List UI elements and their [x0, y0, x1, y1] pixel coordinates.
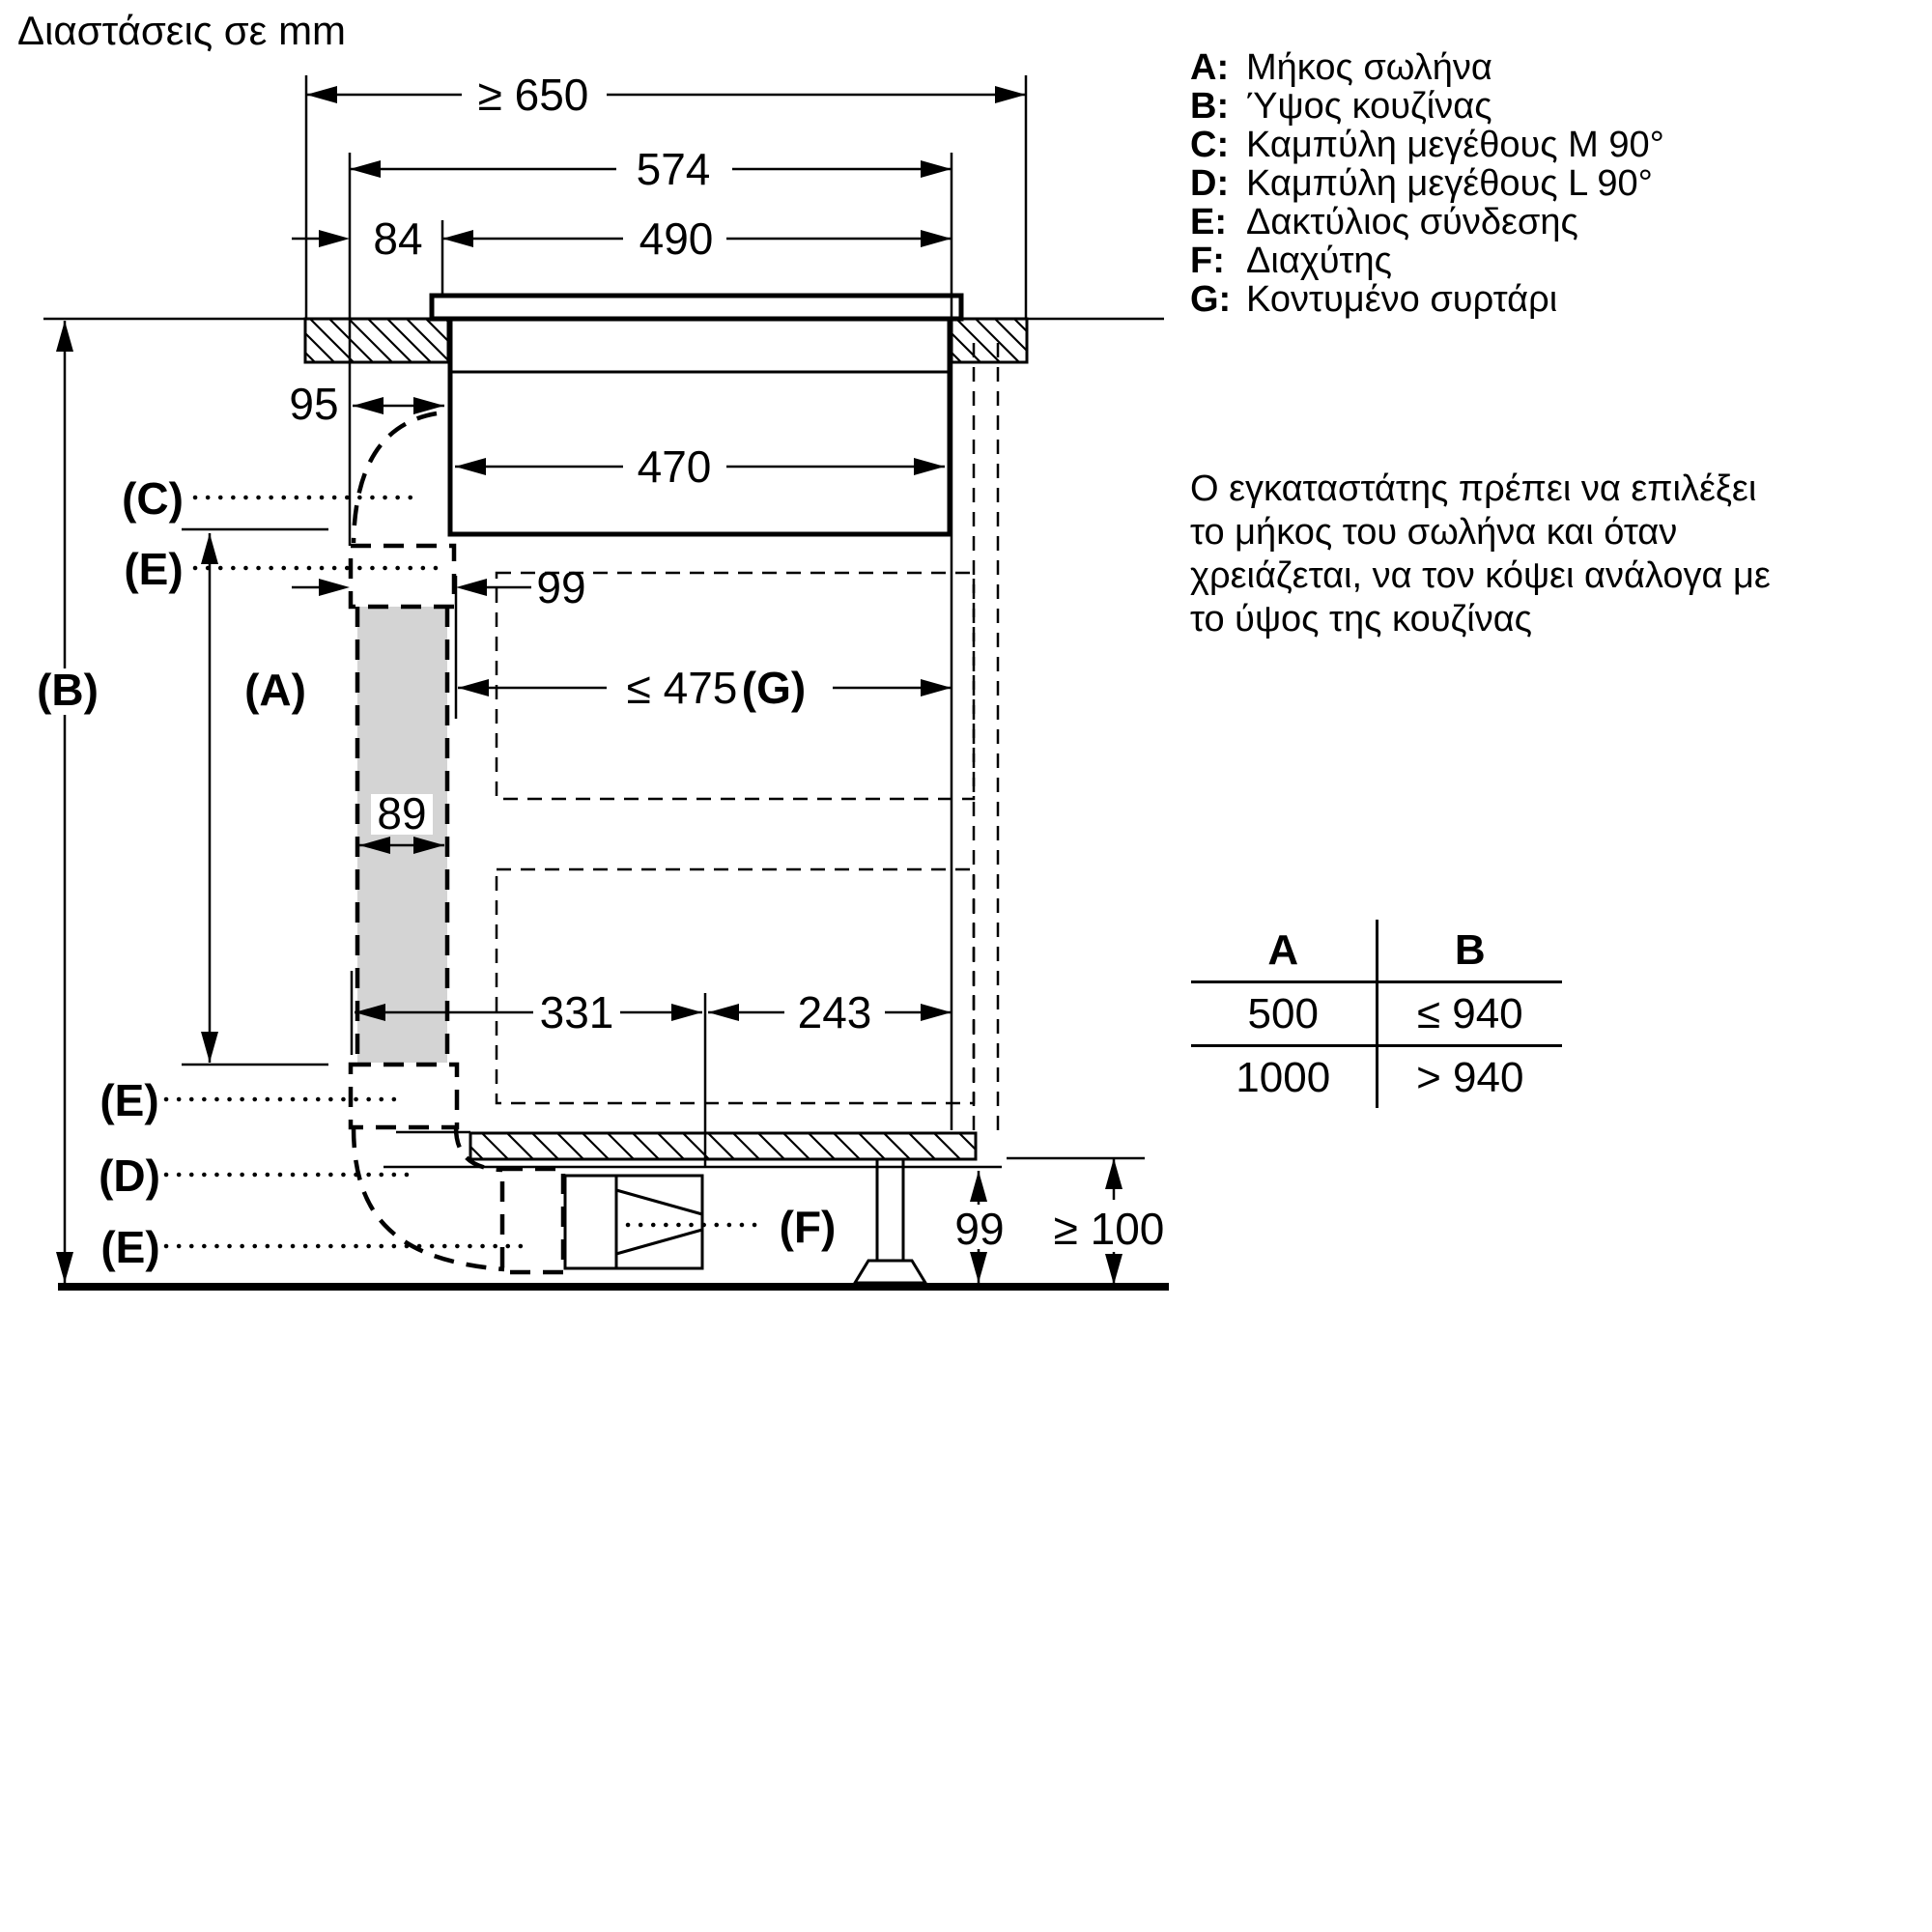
note-line: Ο εγκαταστάτης πρέπει να επιλέξει: [1190, 469, 1757, 509]
legend-key: G:: [1190, 279, 1232, 320]
bend-c-outline: [354, 413, 437, 543]
table-header-b: B: [1454, 926, 1486, 974]
dim-99-top-value: 99: [536, 562, 586, 612]
dim-475: [458, 663, 952, 713]
dim-99-bottom: [954, 1171, 1004, 1283]
hatch-line: [956, 319, 1000, 362]
arrow-right-icon: [413, 397, 444, 414]
legend-label: Ύψος κουζίνας: [1246, 86, 1492, 127]
dim-95-value: 95: [289, 379, 339, 429]
hatch-line: [482, 1133, 508, 1159]
arrow-down-icon: [1105, 1254, 1122, 1285]
legend-item-e: [1190, 203, 1664, 242]
hatch-line: [633, 1133, 659, 1159]
hatch-line: [859, 1133, 885, 1159]
arrow-left-icon: [353, 397, 384, 414]
hob-body: [450, 319, 950, 534]
ref-f: [628, 1202, 836, 1252]
hatch-line: [532, 1133, 558, 1159]
hatch-line: [368, 319, 412, 362]
dim-574-value: 574: [636, 144, 711, 194]
legend-label: Διαχύτης: [1246, 241, 1392, 281]
legend-label: Μήκος σωλήνα: [1246, 47, 1492, 88]
table-cell-a: 1000: [1191, 1047, 1378, 1108]
legend-item-f: [1190, 242, 1664, 280]
hob-glass: [432, 296, 961, 319]
hatch-line: [733, 1133, 759, 1159]
note-line: το ύψος της κουζίνας: [1190, 599, 1532, 639]
legend-label: Δακτύλιος σύνδεσης: [1246, 202, 1578, 242]
ref-e-label: (E): [99, 1075, 159, 1125]
ref-d: [99, 1151, 415, 1201]
hatch-line: [884, 1133, 910, 1159]
ref-f-label: (F): [779, 1202, 837, 1252]
hatch-line: [783, 1133, 810, 1159]
drawer-lower-outline: [497, 869, 974, 1103]
dim-331-value: 331: [539, 987, 614, 1037]
arrow-up-icon: [970, 1171, 987, 1202]
arrow-left-icon: [458, 679, 489, 696]
legend-label: Καμπύλη μεγέθους L 90°: [1246, 163, 1653, 204]
table-cell-a: 500: [1191, 983, 1378, 1044]
legend-item-g: [1190, 280, 1664, 319]
hatch-line: [507, 1133, 533, 1159]
countertop-left-section: [305, 319, 448, 362]
legend-key: B:: [1190, 86, 1230, 127]
dim-650: [306, 70, 1026, 120]
arrow-right-icon: [995, 86, 1026, 103]
table-row: [1191, 983, 1562, 1047]
hatch-line: [934, 1133, 960, 1159]
installer-note: [1190, 468, 1808, 641]
legend-label: Καμπύλη μεγέθους M 90°: [1246, 125, 1664, 165]
dim-470-value: 470: [637, 441, 712, 492]
arrow-down-icon: [201, 1032, 218, 1063]
diffuser-vane-top: [616, 1190, 702, 1214]
dim-243: [708, 987, 952, 1037]
hatch-line: [310, 319, 354, 362]
hatch-line: [758, 1133, 784, 1159]
arrow-right-icon: [319, 230, 350, 247]
ref-e-label: (E): [124, 544, 184, 594]
diffuser-vane-bottom: [616, 1230, 702, 1254]
dim-100: [1054, 1158, 1165, 1285]
dim-490-value: 490: [639, 213, 714, 264]
dim-574: [350, 144, 952, 194]
legend-key: A:: [1190, 47, 1230, 88]
legend-key: E:: [1190, 202, 1227, 242]
arrow-right-icon: [921, 160, 952, 178]
arrow-down-icon: [970, 1252, 987, 1283]
dim-490: [442, 213, 952, 264]
plinth-panel-section: [470, 1133, 976, 1159]
arrow-right-icon: [671, 1004, 702, 1021]
dim-89-value: 89: [377, 788, 427, 838]
countertop-right-section: [952, 319, 1027, 362]
page-title: Διαστάσεις σε mm: [17, 8, 347, 53]
dim-99-bottom-value: 99: [954, 1204, 1005, 1254]
legend-key: C:: [1190, 125, 1230, 165]
arrow-left-icon: [708, 1004, 739, 1021]
arrow-up-icon: [201, 533, 218, 564]
arrow-left-icon: [306, 86, 337, 103]
hatch-line: [470, 1147, 483, 1159]
table-row: [1191, 1047, 1562, 1108]
table-cell-b: > 940: [1416, 1054, 1524, 1101]
ref-b-label: (B): [37, 665, 99, 715]
dim-475-ref-g: (G): [741, 663, 807, 713]
foot-column: [877, 1159, 903, 1261]
hatch-line: [1014, 319, 1027, 331]
legend-key: D:: [1190, 163, 1230, 204]
legend-label: Κοντυμένο συρτάρι: [1246, 279, 1558, 320]
connection-ring-upper: [351, 546, 454, 607]
arrow-left-icon: [350, 160, 381, 178]
arrow-up-icon: [56, 321, 73, 352]
legend-key: F:: [1190, 241, 1225, 281]
legend-item-d: [1190, 164, 1664, 203]
legend-item-b: [1190, 87, 1664, 126]
arrow-right-icon: [921, 230, 952, 247]
legend: [1190, 48, 1664, 319]
hatch-line: [834, 1133, 860, 1159]
arrow-left-icon: [442, 230, 473, 247]
table-header-row: [1191, 920, 1562, 983]
ref-c: [122, 473, 420, 524]
hatch-line: [608, 1133, 634, 1159]
table-cell-b: ≤ 940: [1416, 990, 1523, 1037]
ref-d-label: (D): [99, 1151, 160, 1201]
arrow-right-icon: [319, 579, 350, 596]
legend-item-a: [1190, 48, 1664, 87]
arrow-right-icon: [921, 1004, 952, 1021]
dim-243-value: 243: [797, 987, 872, 1037]
hatch-line: [407, 319, 448, 360]
hatch-line: [708, 1133, 734, 1159]
arrow-up-icon: [1105, 1158, 1122, 1189]
arrow-right-icon: [921, 679, 952, 696]
hatch-line: [909, 1133, 935, 1159]
arrow-down-icon: [56, 1252, 73, 1283]
diffuser-box: [565, 1176, 702, 1268]
connection-ring-lower: [351, 1065, 457, 1127]
dim-a: [201, 533, 306, 1063]
dim-475-value: ≤ 475: [626, 663, 738, 713]
hatch-line: [329, 319, 373, 362]
ref-e-diffuser: [100, 1222, 529, 1272]
dim-84-value: 84: [373, 213, 423, 264]
note-line: χρειάζεται, να τον κόψει ανάλογα με: [1190, 555, 1771, 596]
hatch-line: [959, 1133, 976, 1150]
hatch-line: [658, 1133, 684, 1159]
dim-89: [359, 788, 444, 854]
dim-84: [292, 213, 423, 264]
hatch-line: [349, 319, 392, 362]
arrow-left-icon: [456, 579, 487, 596]
hatch-line: [809, 1133, 835, 1159]
dim-650-value: ≥ 650: [477, 70, 589, 120]
dim-95: [289, 379, 444, 429]
ref-a-label: (A): [244, 665, 306, 715]
dim-100-value: ≥ 100: [1053, 1204, 1165, 1254]
note-line: το μήκος του σωλήνα και όταν: [1190, 512, 1678, 553]
legend-item-c: [1190, 126, 1664, 164]
ab-table: [1191, 920, 1562, 1108]
hatch-line: [995, 319, 1027, 351]
ref-c-label: (C): [122, 473, 184, 524]
hatch-line: [426, 319, 448, 341]
table-header-a: A: [1191, 920, 1378, 980]
ref-e-label: (E): [100, 1222, 160, 1272]
hatch-line: [557, 1133, 583, 1159]
connection-ring-diffuser: [502, 1169, 563, 1272]
hatch-line: [582, 1133, 609, 1159]
hatch-line: [387, 319, 431, 362]
dim-b: [25, 321, 110, 1283]
foot-base: [855, 1261, 925, 1283]
